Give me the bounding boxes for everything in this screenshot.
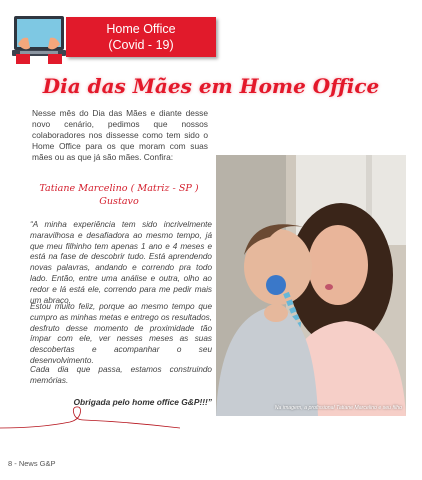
section-banner: [66, 17, 216, 57]
author-heading: [24, 182, 214, 208]
author-child: Gustavo: [99, 196, 139, 207]
quote-paragraph-3: Cada dia que passa, estamos construindo memórias.: [30, 365, 212, 385]
laptop-typing-icon: [10, 14, 68, 66]
photo-caption: Na imagem, a profissional Tatiane Marcelino e seu filho: [274, 405, 402, 411]
heart-line-icon: [0, 398, 422, 438]
article-title: Dia das Mães em Home Office: [42, 74, 380, 98]
banner-line1: Home Office: [106, 22, 176, 36]
quote-paragraph-2: Estou muito feliz, porque ao mesmo tempo que cumpro as minhas metas e entrego os resultados, desfruto desse momento de proximidade tão ímpar com ele, ver nesses meses as suas descobertas e acompanhar o seu desenvolvimento.: [30, 302, 212, 365]
author-name: Tatiane Marcelino ( Matriz - SP ): [39, 183, 199, 194]
banner-line2: (Covid - 19): [108, 38, 174, 52]
page-footer: 8 - News G&P: [8, 459, 56, 468]
thanks-line: Obrigada pelo home office G&P!!!”: [73, 397, 212, 407]
intro-paragraph: Nesse mês do Dia das Mães e diante desse novo cenário, pedimos que nossos colaboradores nos dissesse como tem sido o Home Office para os que moram com suas mães ou as que já são mães. Confira:: [32, 108, 208, 162]
mother-child-photo: [216, 155, 406, 416]
quote-paragraph-1: “A minha experiência tem sido incrivelmente maravilhosa e desafiadora ao mesmo tempo, já que meu filhinho tem apenas 1 ano e 4 meses e está na fase de descobrir tudo. Está aprendendo novas palavras, andando e correndo pra todo lado. Então, entre uma análise e outra, olho ao redor e lá está ele, correndo para me pedir mais um abraço.: [30, 220, 212, 305]
